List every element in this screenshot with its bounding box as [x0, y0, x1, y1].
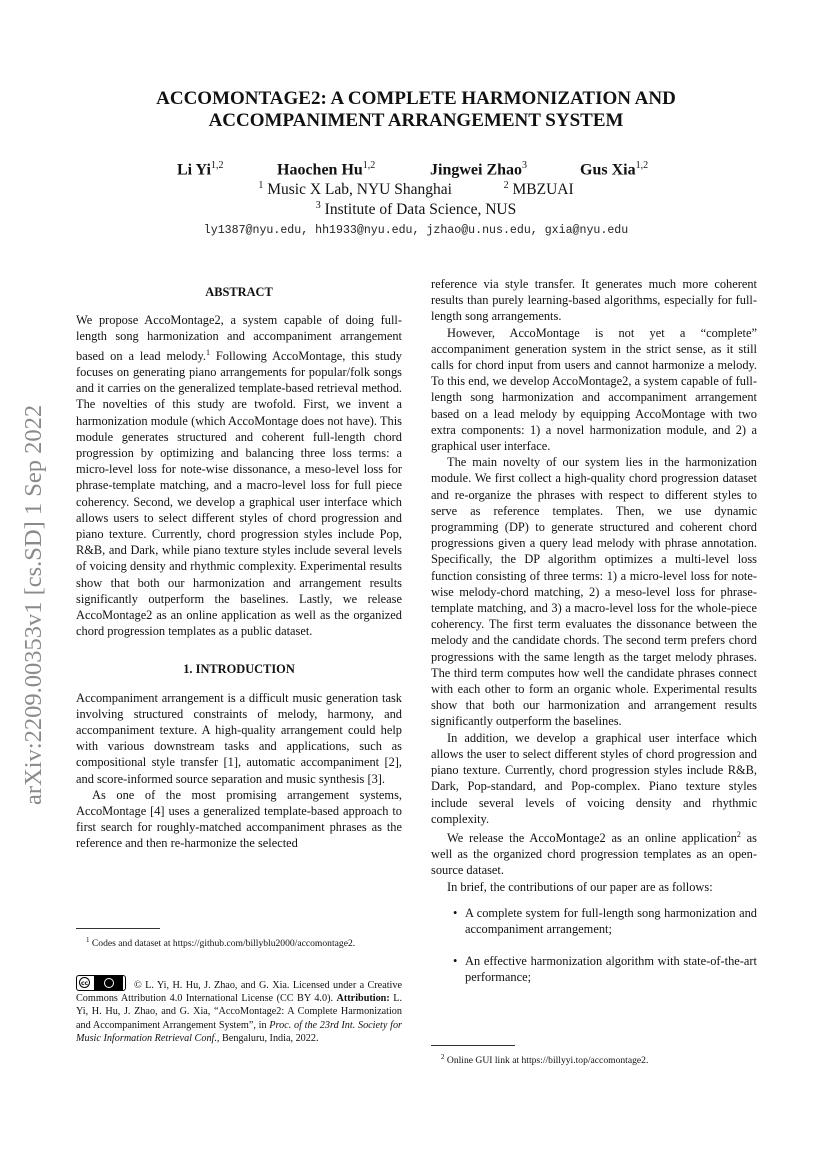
author-gus-xia: Gus Xia$^{1,2}$	[580, 160, 649, 179]
paper-title	[76, 88, 756, 132]
abstract-heading: ABSTRACT	[205, 285, 273, 299]
footnote-rule-right	[431, 1045, 515, 1046]
right-column	[431, 276, 757, 1002]
author-li-yi: Li Yi$^{1,2}$	[177, 160, 224, 179]
footnote-marker-2: 2	[736, 829, 741, 839]
intro-paragraph-2: As one of the most promising arrangement systems, AccoMontage [4] uses a generalized template-based approach to first search for roughly-matched accompaniment phrases as the reference and then re-harmonize the selected	[76, 787, 402, 851]
list-item: • An effective harmonization algorithm with state-of-the-art performance;	[453, 954, 757, 985]
footnote-1: $^1$ Codes and dataset at https://github.com/billyblu2000/accomontage2.	[86, 936, 356, 950]
affiliation-nus: $^3$ Institute of Data Science, NUS	[315, 200, 517, 219]
affiliations-line-1	[76, 180, 756, 199]
paragraph-harmonization-module: The main novelty of our system lies in the harmonization module. We first collect a high-quality chord progression dataset and re-organize the phrases with respect to different styles to serve as reference templates. Then, we use dynamic programming (DP) to generate structured and coherent chord progressions given a query lead melody with phrase annotation. Specifically, the DP algorithm optimizes a multi-level loss function consisting of three terms: 1) a micro-level loss for note-wise melody-chord matching, 2) a meso-level loss for phrase-template matching, and 3) a macro-level loss for the whole-piece coherency. The first term evaluates the dissonance between the melody and the candidate chords. The second term prefers chord progressions with the same length as the target melody phrases. The third term computes how well the candidate phrases connect with each other to form an organic whole. Experimental results show that both our harmonization and arrangement results significantly outperform the baselines.	[431, 455, 757, 729]
paragraph-gui: In addition, we develop a graphical user interface which allows the user to select different styles of chord progression and piano texture. Currently, chord progression styles include R&B, Dark, Pop-standard, and Pop-complex. Piano texture styles include several levels of voicing density and rhythmic complexity.	[431, 730, 757, 826]
intro-paragraph-1: Accompaniment arrangement is a difficult music generation task involving structured constraints of melody, harmony, and accompaniment texture. A high-quality arrangement could help with various downstream tasks and applications, such as compositional style transfer [1], automatic accompaniment [2], and score-informed source separation and music synthesis [3].	[76, 690, 402, 786]
introduction-heading: 1. INTRODUCTION	[183, 662, 295, 677]
cc-by-license-icon: cc	[76, 975, 126, 991]
affiliation-nyu: $^1$ Music X Lab, NYU Shanghai	[258, 180, 452, 199]
footnote-marker-1: 1	[205, 347, 210, 357]
footnote-2: $^2$ Online GUI link at https://billyyi.top/accomontage2.	[441, 1053, 649, 1067]
author-emails: ly1387@nyu.edu, hh1933@nyu.edu, jzhao@u.nus.edu, gxia@nyu.edu	[203, 224, 629, 237]
license-text: © L. Yi, H. Hu, J. Zhao, and G. Xia. Licensed under a Creative Commons Attribution 4.0 International License (CC BY 4.0).	[76, 980, 402, 1005]
author-jingwei-zhao: Jingwei Zhao$^3$	[430, 160, 528, 179]
attribution-text: L. Yi, H. Hu, J. Zhao, and G. Xia, “AccoMontage2: A Complete Harmonization and Accompaniment Arrangement System”, in	[76, 993, 403, 1031]
paragraph-contributions-intro: In brief, the contributions of our paper are as follows:	[447, 879, 713, 894]
abstract-text: We propose AccoMontage2, a system capable of doing full-length song harmonization and accompaniment arrangement based on a lead melody.$^1$ Following AccoMontage, this study focuses on generating piano arrangements for popular/folk songs and it carries on the generalized template-based retrieval method. The novelties of this study are twofold. First, we invent a harmonization module (which AccoMontage does not have). This module generates structured and coherent full-length chord progression by optimizing and balancing three loss terms: a micro-level loss for note-wise dissonance, a meso-level loss for phrase-template matching, and a macro-level loss for full piece coherency. Second, we develop a graphical user interface which allows users to select different styles of chord progression and piano texture. Currently, chord progression styles include Pop, R&B, and Dark, while piano texture styles include several levels of voicing density and rhythmic complexity. Experimental results show that both our harmonization and arrangement results significantly outperform the baselines. Lastly, we release AccoMontage2 as an online application as well as the organized chord progression templates as a public dataset.	[76, 313, 402, 639]
affiliation-mbzuai: $^2$ MBZUAI	[503, 180, 574, 199]
list-item: • A complete system for full-length song harmonization and accompaniment arrangement;	[453, 905, 757, 937]
contributions-list	[431, 905, 757, 986]
author-haochen-hu: Haochen Hu$^{1,2}$	[277, 160, 376, 179]
paragraph-complete-system: However, AccoMontage is not yet a “complete” accompaniment generation system in the strict sense, as it still calls for chord input from users and cannot harmonize a melody. To this end, we develop AccoMontage2, a system capable of full-length song harmonization and accompaniment arrangement based on a lead melody by equipping AccoMontage with two extra components: 1) a novel harmonization module, and 2) a graphical user interface.	[431, 325, 757, 454]
license-block: cc © L. Yi, H. Hu, J. Zhao, and G. Xia. Licensed under a Creative Commons Attribution 4.0 International License (CC BY 4.0). Attribution: L. Yi, H. Hu, J. Zhao, and G. Xia, “AccoMontage2: A Complete Harmonization and Accompaniment Arrangement System”, in Proc. of the 23rd Int. Society for Music Information Retrieval Conf., Bengaluru, India, 2022.	[76, 975, 402, 1045]
paragraph-release: We release the AccoMontage2 as an online application$^2$ as well as the organized chord progression templates as an open-source dataset.	[431, 829, 758, 878]
title-line-2: ACCOMPANIMENT ARRANGEMENT SYSTEM	[208, 110, 624, 131]
arxiv-identifier: arXiv:2209.00353v1 [cs.SD] 1 Sep 2022	[20, 404, 47, 806]
venue-name: Proc. of the 23rd Int. Society for Music Information Retrieval Conf.	[76, 1019, 403, 1044]
attribution-label: Attribution:	[336, 993, 390, 1005]
footnote-rule-left	[76, 928, 160, 929]
left-column	[76, 284, 402, 852]
author-list	[76, 160, 756, 180]
title-line-1: ACCOMONTAGE2: A COMPLETE HARMONIZATION AND	[156, 88, 676, 109]
continued-paragraph: reference via style transfer. It generates much more coherent results than purely learning-based algorithms, especially for full-length song arrangements.	[431, 277, 757, 324]
